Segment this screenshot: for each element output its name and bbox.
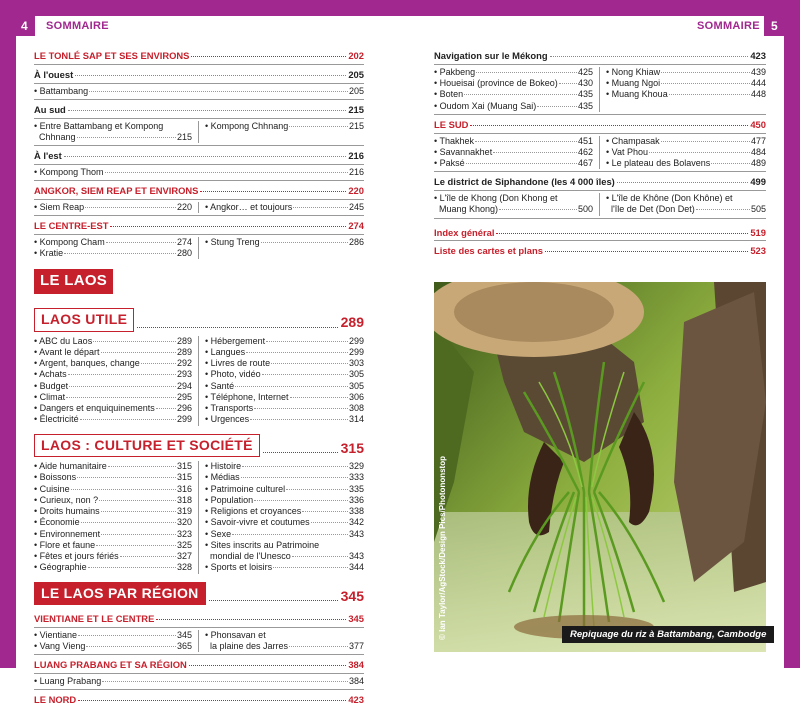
toc-entry[interactable]: • Nong Khiaw 439 [606,66,766,77]
toc-entry[interactable]: • Dangers et enquiquinements 296 [34,403,192,413]
toc-entry[interactable]: • Langues 299 [205,346,364,357]
toc-subsection[interactable]: À l'ouest 205 [34,68,364,80]
toc-section[interactable]: VIENTIANE ET LE CENTRE 345 [34,613,364,624]
right-band [784,0,800,668]
toc-subsection[interactable]: Navigation sur le Mékong 423 [434,50,766,61]
toc-entry[interactable]: • Droits humains 319 [34,506,192,516]
toc-entry[interactable]: • Achats 293 [34,369,192,380]
toc-entry[interactable]: • Savannakhet 462 [434,146,593,157]
top-band [0,0,800,34]
toc-entry[interactable]: • Livres de route 303 [205,358,364,368]
toc-entry[interactable]: • Luang Prabang 384 [34,676,364,686]
toc-section[interactable]: LE CENTRE-EST 274 [34,220,364,231]
toc-entry[interactable]: • Champasak 477 [606,135,766,146]
toc-entry[interactable]: • Religions et croyances 338 [205,506,364,516]
toc-entry[interactable]: • Patrimoine culturel 335 [205,483,364,494]
toc-columns [434,136,766,170]
toc-entry[interactable]: • Économie 320 [34,517,192,528]
toc-entry[interactable]: • Cuisine 316 [34,483,192,494]
toc-entry[interactable]: • Savoir-vivre et coutumes 342 [205,517,364,528]
toc-section[interactable]: Liste des cartes et plans 523 [434,245,766,257]
toc-entry[interactable]: • Hébergement 299 [205,335,364,346]
toc-entry[interactable]: • Population 336 [205,494,364,505]
toc-entry[interactable]: • Fêtes et jours fériés 327 [34,551,192,561]
right-page [434,46,766,257]
toc-entry[interactable]: • Muang Ngoi 444 [606,78,766,88]
toc-section[interactable]: LUANG PRABANG ET SA RÉGION 384 [34,659,364,671]
toc-entry[interactable]: • Photo, vidéo 305 [205,369,364,380]
toc-entry[interactable]: • Kompong Cham 274 [34,236,192,247]
toc-section[interactable]: LE SUD 450 [434,118,766,130]
toc-entry[interactable]: • Climat 295 [34,391,192,402]
toc-entry[interactable]: • Boissons 315 [34,472,192,483]
chapter-title[interactable]: LAOS UTILE 289 [34,308,364,332]
photo-caption: Repiquage du riz à Battambang, Cambodge [562,626,774,643]
toc-entry[interactable]: • Sports et loisirs 344 [205,562,364,573]
toc-section[interactable]: LE NORD 423 [34,694,364,706]
toc-columns [34,336,364,426]
toc-entry[interactable]: • L'île de Khong (Don Khong et Muang Khong) 500 [434,193,593,215]
toc-entry[interactable]: • Boten 435 [434,89,593,100]
chapter-title[interactable]: LE LAOS PAR RÉGION 345 [34,582,364,606]
toc-entry[interactable]: • Entre Battambang et Kompong Chhnang 215 [34,120,192,142]
right-page-number: 5 [764,16,785,36]
toc-entry[interactable]: • Avant le départ 289 [34,346,192,357]
toc-entry[interactable]: • Médias 333 [205,472,364,483]
toc-entry[interactable]: • Kratie 280 [34,248,192,258]
left-page-number: 4 [14,16,35,36]
toc-entry[interactable]: • Muang Khoua 448 [606,89,766,100]
toc-entry[interactable]: • Houeisai (province de Bokeo) 430 [434,78,593,88]
toc-entry[interactable]: • Environnement 323 [34,528,192,539]
toc-section[interactable]: Index général 519 [434,226,766,238]
toc-entry[interactable]: • Vat Phou 484 [606,146,766,157]
toc-entry[interactable]: • Argent, banques, change 292 [34,358,192,368]
toc-entry[interactable]: • Kompong Chhnang 215 [205,120,364,131]
toc-entry[interactable]: • Siem Reap 220 [34,201,192,212]
toc-entry[interactable]: • Budget 294 [34,380,192,391]
chapter-title[interactable]: LAOS : CULTURE ET SOCIÉTÉ 315 [34,434,364,458]
toc-entry[interactable]: • Curieux, non ? 318 [34,494,192,505]
toc-entry[interactable]: • Urgences 314 [205,414,364,425]
toc-columns [434,193,766,216]
toc-entry[interactable]: • Paksé 467 [434,158,593,168]
toc-entry[interactable]: • Oudom Xai (Muang Sai) 435 [434,100,593,111]
toc-entry[interactable]: • Santé 305 [205,380,364,391]
toc-entry[interactable]: • Le plateau des Bolavens 489 [606,158,766,168]
toc-subsection[interactable]: À l'est 216 [34,150,364,161]
toc-entry[interactable]: • Flore et faune 325 [34,539,192,550]
toc-subsection[interactable]: Le district de Siphandone (les 4 000 îles) 499 [434,176,766,188]
toc-columns [34,461,364,574]
toc-entry[interactable]: • Transports 308 [205,403,364,413]
left-band [0,0,16,668]
toc-entry[interactable]: • Sexe 343 [205,528,364,539]
toc-entry[interactable]: • Aide humanitaire 315 [34,461,192,471]
toc-section[interactable]: ANGKOR, SIEM REAP ET ENVIRONS 220 [34,185,364,196]
toc-entry[interactable]: • Kompong Thom 216 [34,166,364,177]
toc-subsection[interactable]: Au sud 215 [34,103,364,115]
toc-entry[interactable]: • Angkor… et toujours 245 [205,201,364,212]
toc-columns [34,121,364,144]
left-page-title: SOMMAIRE [46,20,109,32]
toc-entry[interactable]: • Géographie 328 [34,562,192,573]
toc-entry[interactable]: • Battambang 205 [34,85,364,96]
toc-columns [34,237,364,260]
toc-entry[interactable]: • L'île de Khône (Don Khône) et l'île de Det (Don Det) 505 [606,193,766,215]
toc-entry[interactable]: • Stung Treng 286 [205,236,364,247]
right-page-title: SOMMAIRE [697,20,760,32]
toc-entry[interactable]: • Vientiane 345 [34,629,192,640]
toc-section[interactable]: LE TONLÉ SAP ET SES ENVIRONS 202 [34,50,364,61]
left-page [34,46,364,706]
photo-credit: © Ian Taylor/AgStock/Design Pics/Photononstop [438,456,447,640]
toc-entry[interactable]: • Sites inscrits au Patrimoine mondial de l'Unesco 343 [205,539,364,561]
toc-entry[interactable]: • Thakhek 451 [434,135,593,146]
toc-columns [34,630,364,653]
toc-columns [434,67,766,112]
rice-planting-photo [434,282,766,652]
toc-entry[interactable]: • Phonsavan et la plaine des Jarres 377 [205,629,364,651]
toc-entry[interactable]: • Vang Vieng 365 [34,641,192,651]
part-title: LE LAOS [34,269,113,294]
toc-entry[interactable]: • Pakbeng 425 [434,66,593,77]
toc-entry[interactable]: • Téléphone, Internet 306 [205,391,364,402]
toc-entry[interactable]: • Électricité 299 [34,414,192,425]
toc-columns [34,202,364,213]
toc-entry[interactable]: • ABC du Laos 289 [34,335,192,346]
toc-entry[interactable]: • Histoire 329 [205,461,364,471]
